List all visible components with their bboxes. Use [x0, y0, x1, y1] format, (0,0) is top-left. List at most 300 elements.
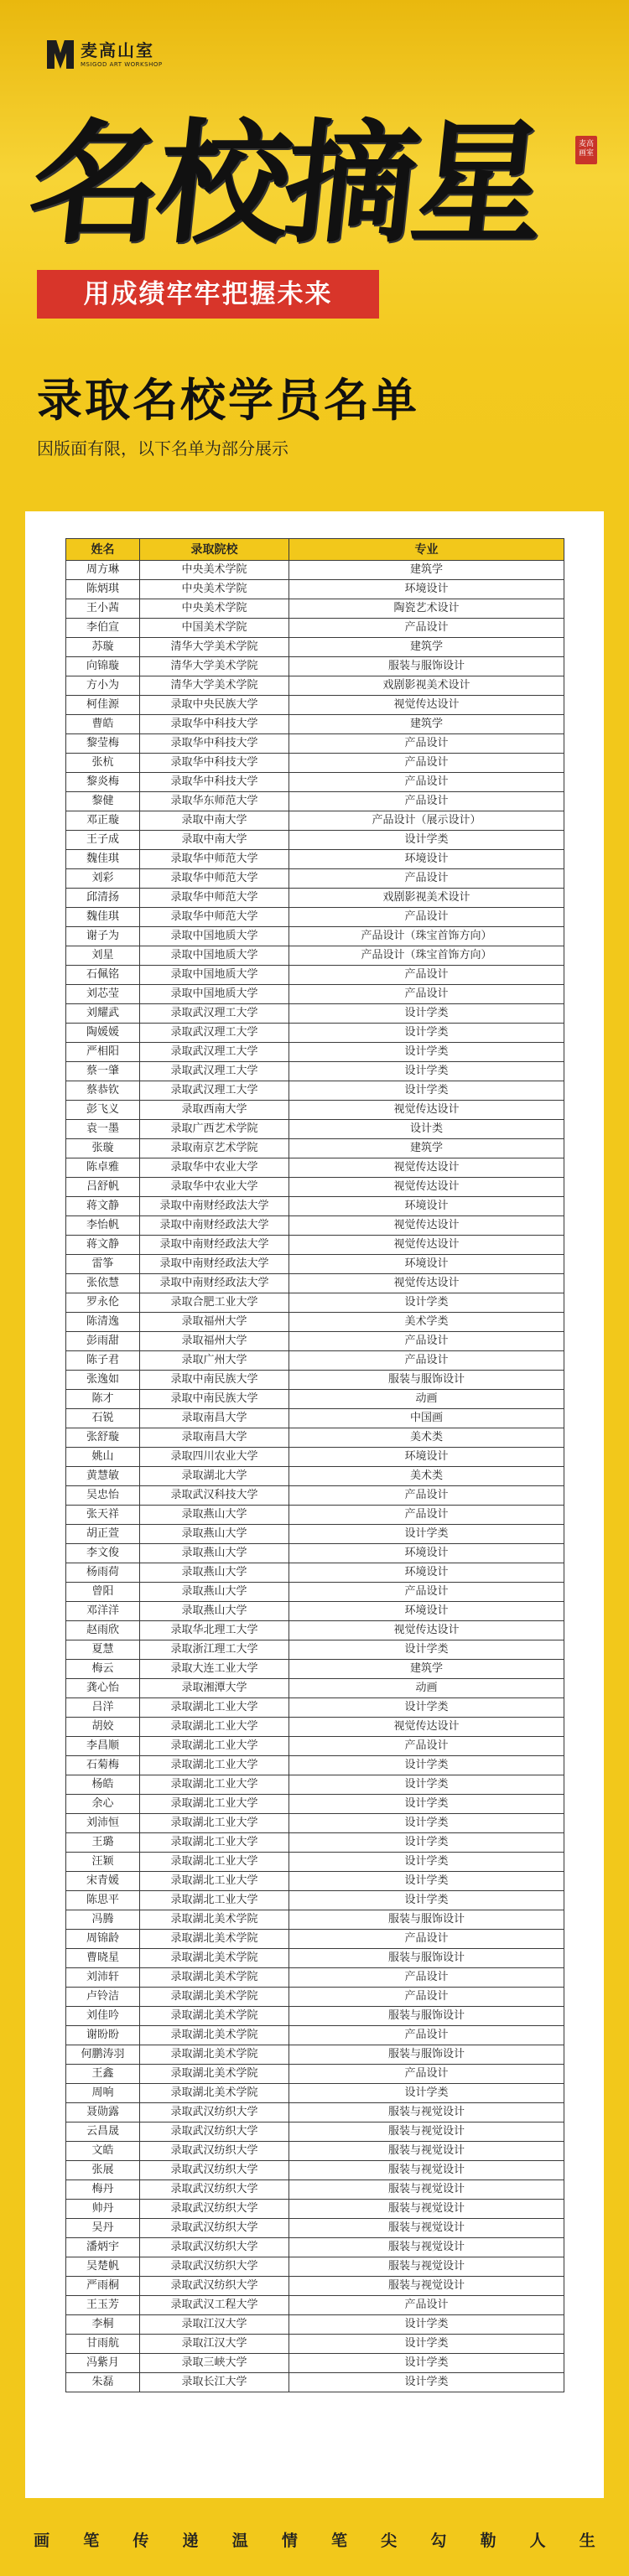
cell-student-name: 王玉芳 [66, 2296, 140, 2315]
cell-major: 产品设计 [289, 1332, 564, 1351]
cell-major: 视觉传达设计 [289, 1101, 564, 1120]
cell-student-name: 蒋文静 [66, 1236, 140, 1255]
cell-school: 录取燕山大学 [140, 1506, 289, 1525]
table-row [66, 1949, 564, 1968]
cell-student-name: 周响 [66, 2084, 140, 2103]
cell-student-name: 冯紫月 [66, 2354, 140, 2373]
table-row [66, 715, 564, 734]
cell-student-name: 刘沛轩 [66, 1968, 140, 1988]
table-row [66, 1158, 564, 1178]
cell-major: 建筑学 [289, 561, 564, 580]
cell-student-name: 曹皓 [66, 715, 140, 734]
cell-school: 清华大学美术学院 [140, 657, 289, 676]
cell-major: 环境设计 [289, 580, 564, 599]
table-row [66, 1004, 564, 1024]
cell-student-name: 李桐 [66, 2315, 140, 2335]
table-row [66, 2045, 564, 2065]
cell-school: 录取武汉纺织大学 [140, 2161, 289, 2180]
cell-student-name: 魏佳琪 [66, 908, 140, 927]
cell-school: 录取湖北工业大学 [140, 1814, 289, 1833]
table-row [66, 908, 564, 927]
cell-student-name: 梅丹 [66, 2180, 140, 2200]
table-row [66, 1891, 564, 1910]
table-row [66, 638, 564, 657]
cell-student-name: 黎炎梅 [66, 773, 140, 792]
table-row [66, 2007, 564, 2026]
cell-major: 视觉传达设计 [289, 1274, 564, 1293]
cell-student-name: 李伯宣 [66, 619, 140, 638]
table-row [66, 1640, 564, 1660]
list-card [25, 511, 604, 2498]
cell-major: 设计学类 [289, 2354, 564, 2373]
cell-school: 录取湖北大学 [140, 1467, 289, 1486]
cell-school: 录取湖北工业大学 [140, 1833, 289, 1853]
table-row [66, 599, 564, 619]
table-row [66, 1718, 564, 1737]
cell-major: 产品设计 [289, 1930, 564, 1949]
cell-school: 录取中南民族大学 [140, 1390, 289, 1409]
table-row [66, 1563, 564, 1583]
cell-major: 设计学类 [289, 1640, 564, 1660]
cell-school: 录取湖北美术学院 [140, 1949, 289, 1968]
cell-major: 服装与视觉设计 [289, 2161, 564, 2180]
cell-student-name: 李怡帆 [66, 1216, 140, 1236]
table-row [66, 2315, 564, 2335]
cell-major: 产品设计 [289, 966, 564, 985]
cell-student-name: 张璇 [66, 1139, 140, 1158]
table-row [66, 2257, 564, 2277]
table-row [66, 1775, 564, 1795]
cell-school: 录取武汉纺织大学 [140, 2238, 289, 2257]
table-row [66, 1660, 564, 1679]
cell-major: 服装与视觉设计 [289, 2277, 564, 2296]
red-seal-stamp: 麦高画室 [575, 136, 597, 164]
cell-school: 录取华中科技大学 [140, 715, 289, 734]
table-row [66, 1139, 564, 1158]
table-row [66, 1467, 564, 1486]
table-row [66, 1197, 564, 1216]
cell-major: 设计学类 [289, 1756, 564, 1775]
cell-school: 录取湖北美术学院 [140, 1968, 289, 1988]
cell-major: 视觉传达设计 [289, 1718, 564, 1737]
cell-student-name: 陈卓雅 [66, 1158, 140, 1178]
cell-student-name: 胡姣 [66, 1718, 140, 1737]
cell-school: 录取广州大学 [140, 1351, 289, 1371]
cell-major: 美术学类 [289, 1313, 564, 1332]
table-row [66, 2026, 564, 2045]
cell-major: 设计学类 [289, 1004, 564, 1024]
brand-text [81, 39, 163, 68]
table-row [66, 966, 564, 985]
cell-student-name: 谢子为 [66, 927, 140, 946]
table-row [66, 1679, 564, 1698]
cell-school: 录取华中农业大学 [140, 1178, 289, 1197]
table-row [66, 1409, 564, 1428]
cell-student-name: 黎健 [66, 792, 140, 811]
cell-student-name: 王璐 [66, 1833, 140, 1853]
cell-student-name: 刘彩 [66, 869, 140, 889]
table-row [66, 1756, 564, 1775]
cell-major: 服装与服饰设计 [289, 1949, 564, 1968]
table-row [66, 2180, 564, 2200]
cell-major: 服装与视觉设计 [289, 2142, 564, 2161]
cell-student-name: 张天祥 [66, 1506, 140, 1525]
cell-student-name: 卢铃洁 [66, 1988, 140, 2007]
cell-school: 录取江汉大学 [140, 2315, 289, 2335]
cell-school: 录取湖北工业大学 [140, 1872, 289, 1891]
table-row [66, 2161, 564, 2180]
cell-school: 录取燕山大学 [140, 1583, 289, 1602]
cell-major: 戏剧影视美术设计 [289, 676, 564, 696]
cell-major: 设计学类 [289, 1853, 564, 1872]
cell-school: 录取湖北美术学院 [140, 1910, 289, 1930]
table-row [66, 2142, 564, 2161]
cell-major: 产品设计 [289, 1583, 564, 1602]
cell-student-name: 彭雨甜 [66, 1332, 140, 1351]
table-row [66, 2335, 564, 2354]
cell-major: 服装与服饰设计 [289, 2045, 564, 2065]
cell-major: 环境设计 [289, 850, 564, 869]
cell-student-name: 王小茜 [66, 599, 140, 619]
table-body [66, 561, 564, 2392]
cell-student-name: 张逸如 [66, 1371, 140, 1390]
footer-char: 人 [529, 2531, 546, 2550]
cell-student-name: 魏佳琪 [66, 850, 140, 869]
cell-student-name: 宋青媛 [66, 1872, 140, 1891]
table-row [66, 1274, 564, 1293]
cell-school: 录取湖北美术学院 [140, 1930, 289, 1949]
cell-school: 录取华北理工大学 [140, 1621, 289, 1640]
cell-major: 环境设计 [289, 1544, 564, 1563]
footer-char: 生 [579, 2531, 595, 2550]
cell-major: 设计学类 [289, 1081, 564, 1101]
table-row [66, 1236, 564, 1255]
cell-school: 录取中南财经政法大学 [140, 1197, 289, 1216]
cell-student-name: 谢盼盼 [66, 2026, 140, 2045]
cell-major: 视觉传达设计 [289, 1236, 564, 1255]
slogan-banner: 用成绩牢牢把握未来 [37, 270, 379, 319]
cell-student-name: 何鹏涛羽 [66, 2045, 140, 2065]
cell-school: 录取湖北美术学院 [140, 2045, 289, 2065]
table-row [66, 1332, 564, 1351]
cell-major: 环境设计 [289, 1602, 564, 1621]
cell-school: 录取华中师范大学 [140, 869, 289, 889]
cell-school: 录取湖北工业大学 [140, 1737, 289, 1756]
cell-major: 产品设计 [289, 734, 564, 754]
cell-student-name: 石佩铭 [66, 966, 140, 985]
cell-major: 环境设计 [289, 1255, 564, 1274]
cell-major: 设计学类 [289, 1795, 564, 1814]
cell-school: 录取华中师范大学 [140, 908, 289, 927]
cell-student-name: 刘沛恒 [66, 1814, 140, 1833]
table-row [66, 889, 564, 908]
header-school: 录取院校 [140, 539, 289, 561]
cell-student-name: 龚心怡 [66, 1679, 140, 1698]
cell-major: 建筑学 [289, 638, 564, 657]
table-row [66, 2296, 564, 2315]
cell-student-name: 雷筝 [66, 1255, 140, 1274]
cell-school: 录取武汉科技大学 [140, 1486, 289, 1506]
table-row [66, 1698, 564, 1718]
cell-school: 录取华中科技大学 [140, 734, 289, 754]
headline-calligraphy: 名校摘星 [22, 106, 548, 262]
cell-school: 录取湖北工业大学 [140, 1698, 289, 1718]
cell-school: 录取湖北工业大学 [140, 1795, 289, 1814]
cell-major: 产品设计 [289, 619, 564, 638]
table-row [66, 1602, 564, 1621]
cell-school: 录取长江大学 [140, 2373, 289, 2392]
cell-school: 录取湖北工业大学 [140, 1718, 289, 1737]
cell-school: 录取武汉纺织大学 [140, 2257, 289, 2277]
table-row [66, 1737, 564, 1756]
cell-student-name: 向锦璇 [66, 657, 140, 676]
cell-major: 产品设计 [289, 773, 564, 792]
cell-school: 清华大学美术学院 [140, 676, 289, 696]
cell-student-name: 陈才 [66, 1390, 140, 1409]
table-header-row [66, 539, 564, 561]
cell-major: 产品设计 [289, 2026, 564, 2045]
table-row [66, 792, 564, 811]
cell-student-name: 吴楚帆 [66, 2257, 140, 2277]
brand-logo [47, 40, 163, 69]
table-row [66, 1506, 564, 1525]
footer-char: 画 [34, 2531, 50, 2550]
cell-major: 产品设计 [289, 985, 564, 1004]
cell-major: 服装与视觉设计 [289, 2257, 564, 2277]
cell-major: 产品设计 [289, 1486, 564, 1506]
cell-school: 录取武汉工程大学 [140, 2296, 289, 2315]
cell-major: 建筑学 [289, 715, 564, 734]
table-row [66, 2200, 564, 2219]
cell-school: 录取武汉理工大学 [140, 1024, 289, 1043]
cell-major: 产品设计 [289, 792, 564, 811]
cell-student-name: 周锦龄 [66, 1930, 140, 1949]
table-row [66, 850, 564, 869]
cell-major: 美术类 [289, 1428, 564, 1448]
cell-school: 录取湖北美术学院 [140, 2007, 289, 2026]
cell-student-name: 潘炳宇 [66, 2238, 140, 2257]
cell-major: 服装与视觉设计 [289, 2200, 564, 2219]
admission-table [65, 538, 564, 2392]
cell-major: 设计学类 [289, 1062, 564, 1081]
table-row [66, 2103, 564, 2122]
cell-major: 视觉传达设计 [289, 696, 564, 715]
cell-major: 设计学类 [289, 1833, 564, 1853]
cell-student-name: 夏慧 [66, 1640, 140, 1660]
cell-major: 环境设计 [289, 1197, 564, 1216]
table-row [66, 985, 564, 1004]
cell-major: 设计学类 [289, 1872, 564, 1891]
table-row [66, 1872, 564, 1891]
cell-major: 产品设计 [289, 754, 564, 773]
table-row [66, 1101, 564, 1120]
table-row [66, 1255, 564, 1274]
table-row [66, 2122, 564, 2142]
footer-char: 尖 [381, 2531, 398, 2550]
cell-school: 录取武汉理工大学 [140, 1081, 289, 1101]
table-row [66, 1024, 564, 1043]
table-row [66, 869, 564, 889]
cell-major: 动画 [289, 1679, 564, 1698]
page-subtitle: 因版面有限，以下名单为部分展示 [37, 438, 289, 459]
cell-major: 中国画 [289, 1409, 564, 1428]
cell-student-name: 吴丹 [66, 2219, 140, 2238]
cell-student-name: 曾阳 [66, 1583, 140, 1602]
cell-school: 录取湖北工业大学 [140, 1756, 289, 1775]
cell-school: 录取合肥工业大学 [140, 1293, 289, 1313]
cell-school: 录取中南民族大学 [140, 1371, 289, 1390]
table-row [66, 1448, 564, 1467]
cell-major: 环境设计 [289, 1563, 564, 1583]
table-row [66, 1081, 564, 1101]
cell-major: 产品设计（珠宝首饰方向） [289, 927, 564, 946]
table-row [66, 1351, 564, 1371]
table-row [66, 1216, 564, 1236]
cell-student-name: 陈炳琪 [66, 580, 140, 599]
cell-student-name: 苏璇 [66, 638, 140, 657]
footer-char: 传 [133, 2531, 149, 2550]
cell-school: 录取湖北工业大学 [140, 1853, 289, 1872]
table-row [66, 2065, 564, 2084]
cell-student-name: 曹晓星 [66, 1949, 140, 1968]
cell-major: 设计学类 [289, 1293, 564, 1313]
cell-student-name: 杨皓 [66, 1775, 140, 1795]
cell-major: 产品设计 [289, 1351, 564, 1371]
cell-school: 录取中南大学 [140, 811, 289, 831]
cell-school: 录取湖北工业大学 [140, 1775, 289, 1795]
cell-student-name: 刘佳吟 [66, 2007, 140, 2026]
cell-school: 中国美术学院 [140, 619, 289, 638]
cell-school: 录取武汉纺织大学 [140, 2180, 289, 2200]
table-row [66, 2084, 564, 2103]
cell-student-name: 彭飞义 [66, 1101, 140, 1120]
table-row [66, 2373, 564, 2392]
cell-school: 中央美术学院 [140, 599, 289, 619]
brand-name: 麦高山室 [81, 39, 154, 60]
cell-student-name: 朱磊 [66, 2373, 140, 2392]
cell-school: 录取四川农业大学 [140, 1448, 289, 1467]
table-row [66, 1544, 564, 1563]
page-title: 录取名校学员名单 [37, 373, 419, 427]
table-row [66, 1293, 564, 1313]
table-row [66, 1043, 564, 1062]
cell-major: 服装与视觉设计 [289, 2219, 564, 2238]
table-row [66, 1525, 564, 1544]
cell-major: 设计学类 [289, 831, 564, 850]
cell-school: 录取江汉大学 [140, 2335, 289, 2354]
table-row [66, 2277, 564, 2296]
header-major: 专业 [289, 539, 564, 561]
table-row [66, 754, 564, 773]
cell-major: 设计学类 [289, 2335, 564, 2354]
cell-major: 设计学类 [289, 1043, 564, 1062]
cell-school: 录取燕山大学 [140, 1602, 289, 1621]
cell-major: 服装与服饰设计 [289, 657, 564, 676]
cell-major: 产品设计 [289, 1988, 564, 2007]
cell-school: 录取武汉纺织大学 [140, 2142, 289, 2161]
cell-major: 服装与视觉设计 [289, 2122, 564, 2142]
cell-school: 录取大连工业大学 [140, 1660, 289, 1679]
cell-student-name: 袁一墨 [66, 1120, 140, 1139]
cell-school: 录取武汉纺织大学 [140, 2277, 289, 2296]
cell-school: 录取湖北美术学院 [140, 2084, 289, 2103]
table-row [66, 1621, 564, 1640]
cell-student-name: 周方琳 [66, 561, 140, 580]
cell-major: 动画 [289, 1390, 564, 1409]
cell-major: 设计类 [289, 1120, 564, 1139]
cell-school: 录取燕山大学 [140, 1563, 289, 1583]
cell-school: 录取华中农业大学 [140, 1158, 289, 1178]
cell-student-name: 赵雨欣 [66, 1621, 140, 1640]
cell-school: 录取中南财经政法大学 [140, 1236, 289, 1255]
cell-major: 产品设计 [289, 2065, 564, 2084]
cell-student-name: 石菊梅 [66, 1756, 140, 1775]
table-row [66, 927, 564, 946]
cell-major: 设计学类 [289, 1891, 564, 1910]
cell-student-name: 陈思平 [66, 1891, 140, 1910]
table-row [66, 946, 564, 966]
table-row [66, 1313, 564, 1332]
cell-student-name: 蔡恭钦 [66, 1081, 140, 1101]
cell-school: 录取中南财经政法大学 [140, 1216, 289, 1236]
table-row [66, 1390, 564, 1409]
cell-major: 建筑学 [289, 1139, 564, 1158]
footer-char: 笔 [83, 2531, 100, 2550]
cell-major: 设计学类 [289, 2084, 564, 2103]
cell-student-name: 黎莹梅 [66, 734, 140, 754]
cell-student-name: 张舒璇 [66, 1428, 140, 1448]
table-row [66, 2354, 564, 2373]
cell-student-name: 汪颖 [66, 1853, 140, 1872]
brand-subtitle: MSIGOD ART WORKSHOP [81, 60, 163, 68]
cell-school: 录取南昌大学 [140, 1428, 289, 1448]
cell-student-name: 张展 [66, 2161, 140, 2180]
table-row [66, 676, 564, 696]
cell-major: 服装与视觉设计 [289, 2103, 564, 2122]
cell-major: 产品设计 [289, 2296, 564, 2315]
footer-char: 笔 [331, 2531, 348, 2550]
cell-major: 设计学类 [289, 2315, 564, 2335]
cell-major: 产品设计 [289, 1737, 564, 1756]
cell-school: 录取中南财经政法大学 [140, 1274, 289, 1293]
cell-school: 录取西南大学 [140, 1101, 289, 1120]
cell-school: 录取福州大学 [140, 1313, 289, 1332]
admission-table-wrap [65, 538, 564, 2392]
cell-student-name: 方小为 [66, 676, 140, 696]
cell-school: 录取南京艺术学院 [140, 1139, 289, 1158]
cell-student-name: 邱清扬 [66, 889, 140, 908]
table-row [66, 1910, 564, 1930]
footer-char: 递 [182, 2531, 199, 2550]
cell-student-name: 余心 [66, 1795, 140, 1814]
cell-student-name: 蔡一肇 [66, 1062, 140, 1081]
cell-school: 录取浙江理工大学 [140, 1640, 289, 1660]
table-row [66, 831, 564, 850]
footer-char: 勾 [430, 2531, 447, 2550]
cell-school: 录取武汉纺织大学 [140, 2200, 289, 2219]
cell-student-name: 刘星 [66, 946, 140, 966]
table-row [66, 811, 564, 831]
cell-student-name: 石锐 [66, 1409, 140, 1428]
cell-school: 录取武汉纺织大学 [140, 2103, 289, 2122]
cell-student-name: 聂勋露 [66, 2103, 140, 2122]
cell-student-name: 柯佳源 [66, 696, 140, 715]
cell-major: 美术类 [289, 1467, 564, 1486]
cell-school: 录取中国地质大学 [140, 927, 289, 946]
table-row [66, 1120, 564, 1139]
cell-student-name: 张依慧 [66, 1274, 140, 1293]
cell-school: 录取湖北工业大学 [140, 1891, 289, 1910]
